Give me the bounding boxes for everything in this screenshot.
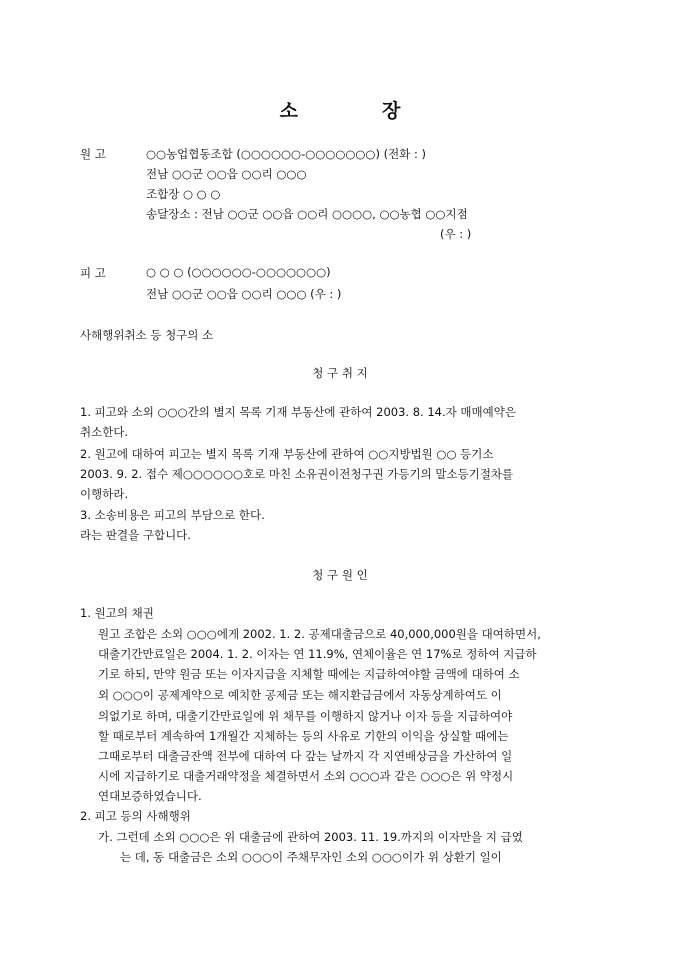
plaintiff-representative: 조합장 ○ ○ ○	[146, 187, 221, 201]
defendant-address: 전남 ○○군 ○○읍 ○○리 ○○○ (우 : )	[146, 287, 342, 301]
claim-purpose-line: 취소한다.	[80, 425, 129, 439]
section-line: 연대보증하였습니다.	[98, 789, 202, 803]
plaintiff-name: ○○농업협동조합 (○○○○○○-○○○○○○○) (전화 : )	[146, 147, 426, 161]
title-char-2: 장	[382, 100, 401, 122]
section-line: 대출기간만료일은 2004. 1. 2. 이자는 연 11.9%, 연체이율은 연 17%로 정하여 지급하	[98, 647, 537, 661]
section-line: 기로 하되, 만약 원금 또는 이자지급을 지체할 때에는 지급하여야할 금액에 대하여 소	[98, 667, 520, 681]
section-line: 가. 그런데 소외 ○○○은 위 대출금에 관하여 2003. 11. 19.까지의 이자만을 지 급였	[98, 830, 523, 844]
claim-purpose-line: 이행하라.	[80, 487, 129, 501]
claim-purpose-heading: 청 구 취 지	[312, 366, 368, 380]
claim-purpose-line: 3. 소송비용은 피고의 부담으로 한다.	[80, 508, 265, 522]
case-name: 사해행위취소 등 청구의 소	[80, 328, 214, 342]
claim-purpose-line: 1. 피고와 소외 ○○○간의 별지 목록 기재 부동산에 관하여 2003. 8. 14.자 매매예약은	[80, 405, 516, 419]
claim-purpose-line: 라는 판결을 구합니다.	[80, 528, 191, 542]
plaintiff-service-address: 송달장소 : 전남 ○○군 ○○읍 ○○리 ○○○○, ○○농협 ○○지점	[146, 207, 468, 221]
plaintiff-postal: (우 : )	[440, 227, 472, 241]
section-line: 시에 지급하기로 대출거래약정을 체결하면서 소외 ○○○과 같은 ○○○은 위 약정시	[98, 769, 514, 783]
document-title	[0, 96, 680, 123]
section-line: 할 때로부터 계속하여 1개월간 지체하는 등의 사유로 기한의 이익을 상실할 때에는	[98, 729, 509, 743]
defendant-name: ○ ○ ○ (○○○○○○-○○○○○○○)	[146, 265, 331, 279]
plaintiff-label: 원 고	[80, 147, 106, 161]
claim-purpose-line: 2. 원고에 대하여 피고는 별지 목록 기재 부동산에 관하여 ○○지방법원 ○○ 등기소	[80, 447, 494, 461]
section-title: 2. 피고 등의 사해행위	[80, 809, 191, 823]
defendant-label: 피 고	[80, 266, 106, 280]
claim-purpose-line: 2003. 9. 2. 접수 제○○○○○○호로 마친 소유권이전청구권 가등기의 말소등기절차를	[80, 467, 514, 481]
plaintiff-address: 전남 ○○군 ○○읍 ○○리 ○○○	[146, 167, 307, 181]
title-char-1: 소	[279, 100, 298, 122]
section-line: 는 데, 동 대출금은 소외 ○○○이 주채무자인 소외 ○○○이가 위 상환기 일이	[120, 850, 502, 864]
section-line: 원고 조합은 소외 ○○○에게 2002. 1. 2. 공제대출금으로 40,000,000원을 대여하면서,	[98, 627, 541, 641]
section-line: 그때로부터 대출금잔액 전부에 대하여 다 갚는 날까지 각 지연배상금을 가산하여 일	[98, 749, 513, 763]
section-title: 1. 원고의 채권	[80, 606, 154, 620]
section-line: 외 ○○○이 공제계약으로 예치한 공제금 또는 해지환급금에서 자동상계하여도 이	[98, 688, 502, 702]
claim-cause-heading: 청 구 원 인	[312, 568, 368, 582]
section-line: 의없기로 하며, 대출기간만료일에 위 채무를 이행하지 않거나 이자 등을 지급하여야	[98, 709, 513, 723]
